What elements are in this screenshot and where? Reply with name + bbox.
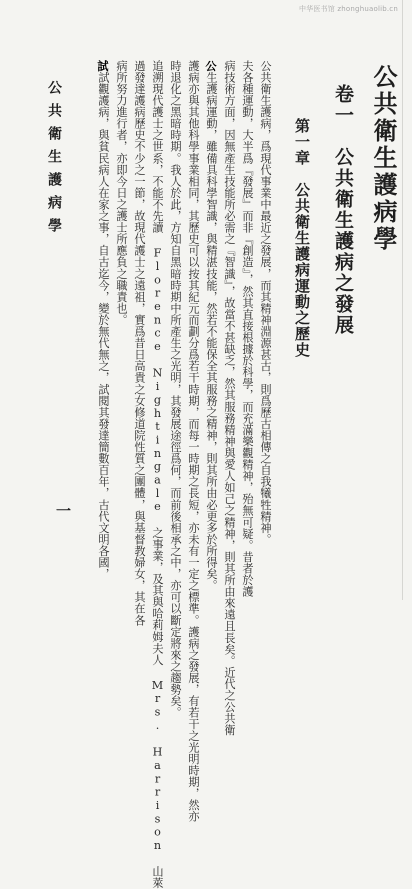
watermark: 中华医书馆 zhonghuaolib.cn xyxy=(299,5,398,13)
body-text-column: 時退化之黑暗時期。我人於此，方知自黑暗時期中所產生之光明，其發展途徑爲何，而前後相承之中，亦可以斷定將來之趨勢矣。 xyxy=(169,60,182,719)
body-text-column: 追溯現代護士之世系，不能不先讀 Florence Nightingale 之事業，及其與哈莉姆夫人 Mrs. Harrison 山萊 xyxy=(151,60,164,889)
body-text-column: 病技術方面，因無產生技能所必需之『智識』，故當不甚缺乏，然其服務精神與愛人如己之精神，則其所由來遠且長矣。近代之公共衛 xyxy=(223,60,236,736)
body-text-column: 病所努力進行者，亦即今日之護士所應負之職責也。 xyxy=(115,60,128,326)
paragraph-start-mark: 公 xyxy=(204,60,218,72)
body-text-column: 過發達護病歷史不少之一節，故現代護士之遠祖，實爲昔日高貴之女修道院性質之團體，與基督教婦女，其在各 xyxy=(133,60,146,626)
page-number: 一 xyxy=(56,502,72,520)
paragraph-start-mark: 試 xyxy=(96,60,110,72)
running-head: 公共衛生護病學 xyxy=(46,80,62,241)
volume-title: 卷一 公共衛生護病之發展 xyxy=(332,84,354,336)
body-text-column: 試試觀護病，與貧民病人在家之事，自古迄今，變於無代無之，試閱其發達簡數百年，古代文明各國， xyxy=(96,60,110,580)
body-text-column: 夫各種運動，大半爲『發展』而非『創造』，然其直接根據於科學，而充滿樂觀精神，殆無可疑。昔者於護 xyxy=(241,60,254,598)
body-text-column: 護病亦與其他科學事業相同，其歷史可以按其紀元而劃分爲若干時期，而每一時期之長短，亦未有一定之標準。護病之發展，有若干之光明時期，然亦 xyxy=(187,60,200,823)
book-title: 公共衛生護病學 xyxy=(369,64,398,253)
body-text-column: 公共衛生護病，爲現代事業中最近之發展，而其精神淵源甚古，則爲歷古相傳之自我犧牲精神。 xyxy=(259,60,272,546)
page-edge xyxy=(402,0,403,600)
body-text-column: 公生護病運動，雖備具科學智識，與精湛技能，然若不能保全其服務之精神，則其所由必更多於所得矣。 xyxy=(204,60,218,592)
chapter-title: 第一章 公共衛生護病運動之歷史 xyxy=(293,118,311,358)
